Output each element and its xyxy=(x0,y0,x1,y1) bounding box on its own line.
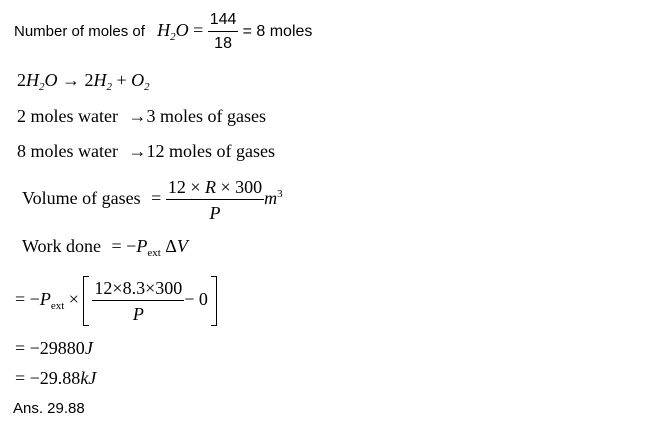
moles-label: Number of moles of xyxy=(14,22,145,40)
stoichiometry-line-1 xyxy=(17,106,266,127)
water-formula: $H_2O$ xyxy=(26,70,58,93)
volume-unit-exponent: 3 xyxy=(277,188,283,201)
right-bracket xyxy=(211,276,217,326)
volume-line xyxy=(22,178,283,222)
plus-sign: + xyxy=(116,70,127,90)
work-label: Work done xyxy=(22,236,102,256)
stoichiometry-right-1: 3 moles of gases xyxy=(146,106,266,126)
moles-fraction xyxy=(208,12,239,52)
hydrogen-formula: $H_2$ xyxy=(93,70,112,93)
moles-of-water-line xyxy=(14,12,312,52)
volume-numerator: 12 × R × 300 xyxy=(167,177,263,197)
volume-label: Volume of gases xyxy=(22,188,141,209)
volume-fraction xyxy=(166,178,264,222)
minus-zero: − 0 xyxy=(184,289,208,310)
equals-sign: = xyxy=(151,188,162,209)
volume-denominator: P xyxy=(166,199,264,222)
step-fraction xyxy=(92,279,184,323)
equals-sign: = xyxy=(188,19,208,40)
reaction-arrow: → xyxy=(62,70,80,90)
final-answer: Ans. 29.88 xyxy=(13,400,85,417)
arrow-icon: → xyxy=(128,106,147,126)
work-done-line xyxy=(22,236,188,257)
stoichiometry-left-2: 8 moles water xyxy=(17,141,118,161)
pressure-subscript: ext xyxy=(147,247,161,259)
stoichiometry-line-2 xyxy=(17,141,275,162)
work-substitution-line xyxy=(15,276,217,326)
moles-result: = 8 moles xyxy=(242,22,313,40)
result-joules xyxy=(15,338,93,359)
result-joules-unit: J xyxy=(84,338,93,358)
product-coefficient: 2 xyxy=(84,70,94,90)
step-denominator: P xyxy=(92,300,184,323)
step-expression: = $-P_{ext}$ × xyxy=(15,289,79,313)
result-kilojoules-unit: kJ xyxy=(80,368,97,388)
work-expression: = $-P_{ext}$ ΔV xyxy=(111,236,188,259)
arrow-icon: → xyxy=(128,141,147,161)
fraction-denominator: 18 xyxy=(208,31,239,52)
step-pressure-subscript: ext xyxy=(50,300,65,313)
volume-unit: m xyxy=(264,188,278,209)
step-numerator: 12×8.3×300 xyxy=(94,278,183,298)
fraction-numerator: 144 xyxy=(209,11,237,28)
left-bracket xyxy=(83,276,89,326)
stoichiometry-left-1: 2 moles water xyxy=(17,106,118,126)
reactant-coefficient: 2 xyxy=(17,70,26,90)
reaction-equation xyxy=(17,70,150,91)
stoichiometry-right-2: 12 moles of gases xyxy=(146,141,275,161)
result-kilojoules xyxy=(15,368,96,389)
result-kilojoules-value: = −29.88 xyxy=(15,368,81,388)
h2o-formula: $H_2O$ xyxy=(157,19,189,43)
oxygen-formula: $O_2$ xyxy=(131,70,150,93)
result-joules-value: = −29880 xyxy=(15,338,85,358)
